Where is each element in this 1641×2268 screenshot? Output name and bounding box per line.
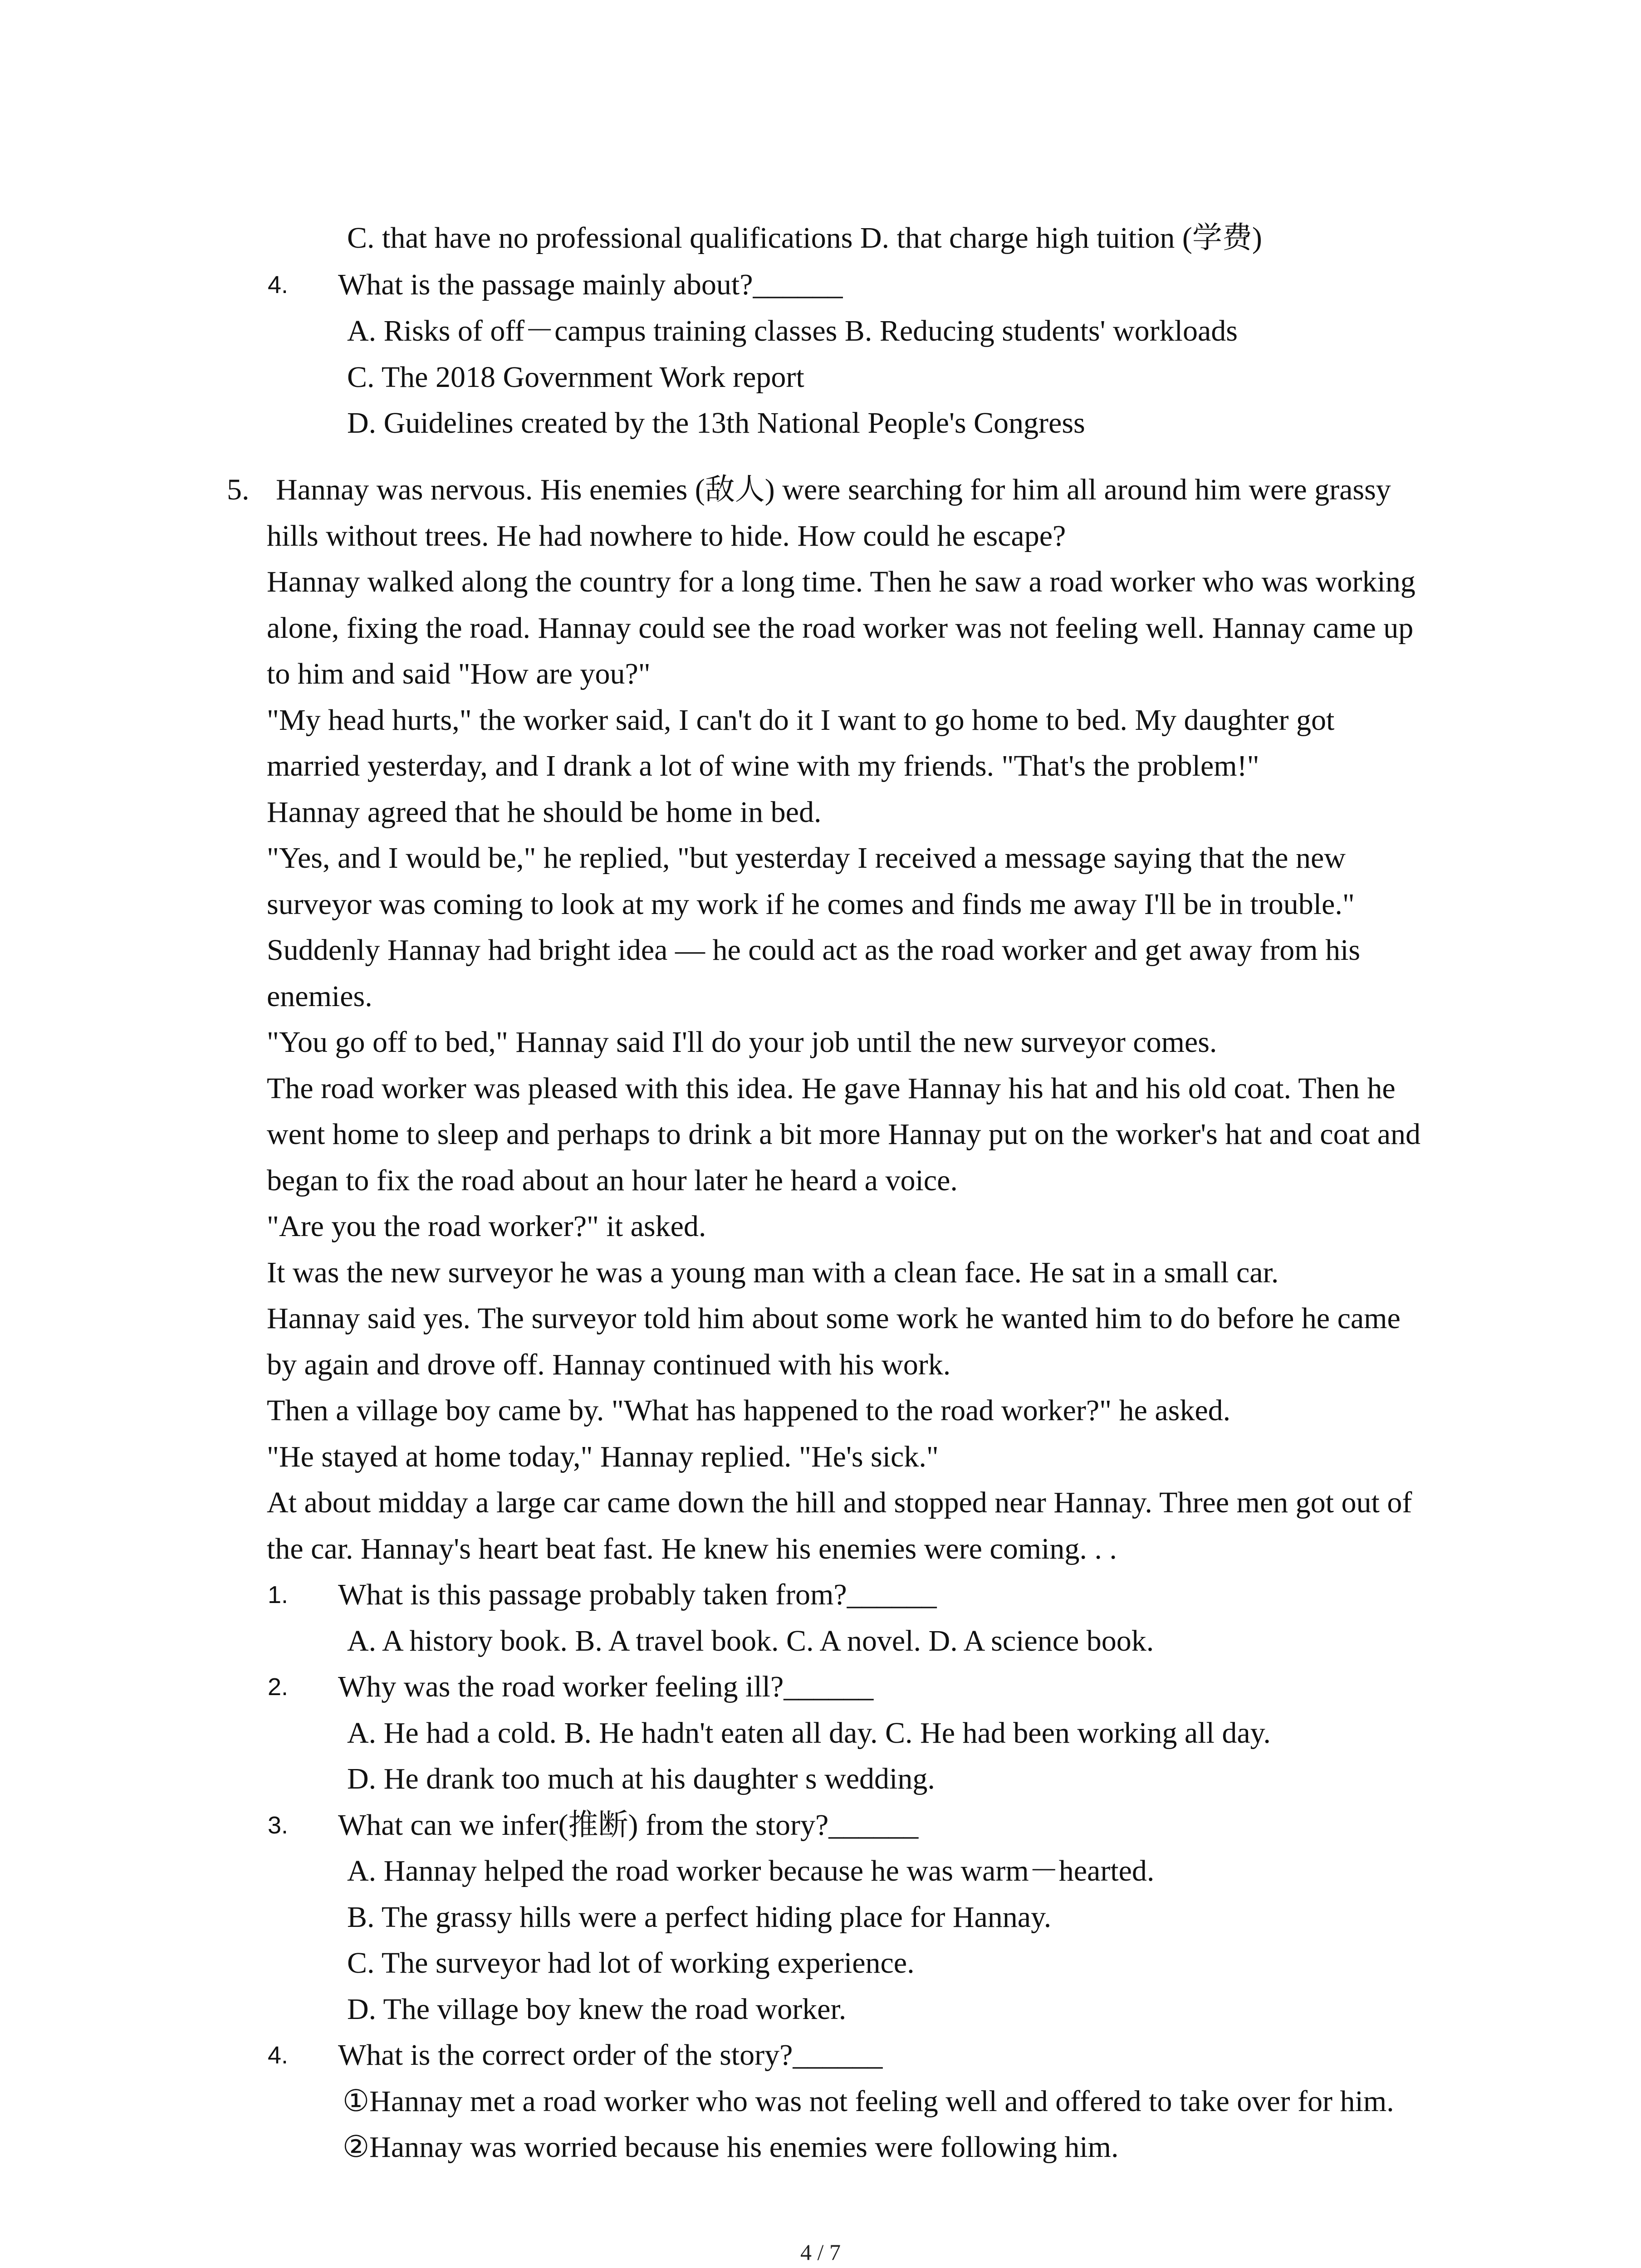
passage-line: Hannay was nervous. His enemies (敌人) were searching for him all around him were grassy [276, 473, 1391, 506]
passage-line: "He stayed at home today," Hannay replied. "He's sick." [267, 1440, 939, 1473]
passage-line: surveyor was coming to look at my work if he comes and finds me away I'll be in trouble." [267, 888, 1355, 921]
question-2-options-abc: A. He had a cold. B. He hadn't eaten all day. C. He had been working all day. [347, 1716, 1271, 1750]
question-4-event-2: ②Hannay was worried because his enemies were following him. [343, 2131, 1119, 2164]
passage-line: "My head hurts," the worker said, I can't do it I want to go home to bed. My daughter got [267, 704, 1335, 737]
passage-line: Hannay walked along the country for a long time. Then he saw a road worker who was working [267, 565, 1416, 598]
passage-line: enemies. [267, 980, 372, 1013]
passage-line: "Yes, and I would be," he replied, "but yesterday I received a message saying that the new [267, 841, 1346, 875]
question-3-number: 3. [268, 1812, 289, 1839]
passage-line: went home to sleep and perhaps to drink a bit more Hannay put on the worker's hat and coat and [267, 1118, 1421, 1151]
question-3-stem: What can we infer(推断) from the story?______ [338, 1809, 919, 1842]
passage-line: "Are you the road worker?" it asked. [267, 1210, 706, 1243]
question-3-option-a: A. Hannay helped the road worker because he was warm－hearted. [347, 1854, 1155, 1887]
passage-line: Then a village boy came by. "What has happened to the road worker?" he asked. [267, 1394, 1231, 1427]
passage-line: married yesterday, and I drank a lot of wine with my friends. "That's the problem!" [267, 749, 1259, 782]
question-3-option-b: B. The grassy hills were a perfect hiding place for Hannay. [347, 1901, 1052, 1934]
passage-line: It was the new surveyor he was a young man with a clean face. He sat in a small car. [267, 1256, 1279, 1289]
page-number: 4 / 7 [800, 2239, 841, 2265]
question-3-option-d: D. The village boy knew the road worker. [347, 1993, 847, 2026]
passage-line: At about midday a large car came down the hill and stopped near Hannay. Three men got out of [267, 1486, 1412, 1519]
passage-line: Hannay agreed that he should be home in bed. [267, 796, 822, 829]
question-1-stem: What is this passage probably taken from?______ [338, 1578, 937, 1611]
question-4-event-1: ①Hannay met a road worker who was not feeling well and offered to take over for him. [343, 2085, 1394, 2118]
prev-q4-number: 4. [268, 271, 289, 298]
question-4-stem: What is the correct order of the story?______ [338, 2038, 883, 2072]
passage-line: by again and drove off. Hannay continued with his work. [267, 1348, 951, 1381]
passage-number: 5. [227, 473, 250, 506]
prev-q4-option-d: D. Guidelines created by the 13th National People's Congress [347, 406, 1085, 440]
question-1-number: 1. [268, 1581, 289, 1608]
passage-line: alone, fixing the road. Hannay could see the road worker was not feeling well. Hannay came up [267, 611, 1414, 645]
question-2-option-d: D. He drank too much at his daughter s wedding. [347, 1762, 935, 1795]
passage-line: to him and said "How are you?" [267, 657, 651, 690]
passage-line: the car. Hannay's heart beat fast. He knew his enemies were coming. . . [267, 1532, 1117, 1565]
question-1-options: A. A history book. B. A travel book. C. A novel. D. A science book. [347, 1624, 1154, 1657]
passage-line: Hannay said yes. The surveyor told him about some work he wanted him to do before he came [267, 1302, 1401, 1335]
question-4-number: 4. [268, 2042, 289, 2069]
passage-line: Suddenly Hannay had bright idea — he could act as the road worker and get away from his [267, 934, 1361, 967]
passage-line: hills without trees. He had nowhere to hide. How could he escape? [267, 519, 1066, 552]
question-2-number: 2. [268, 1673, 289, 1701]
prev-q4-stem: What is the passage mainly about?______ [338, 268, 843, 301]
prev-q3-options-cd: C. that have no professional qualifications D. that charge high tuition (学费) [347, 221, 1262, 254]
passage-line: began to fix the road about an hour later he heard a voice. [267, 1164, 958, 1197]
prev-q4-option-ab: A. Risks of off－campus training classes B. Reducing students' workloads [347, 314, 1238, 347]
passage-line: The road worker was pleased with this idea. He gave Hannay his hat and his old coat. Then he [267, 1072, 1396, 1105]
prev-q4-option-c: C. The 2018 Government Work report [347, 361, 804, 394]
question-2-stem: Why was the road worker feeling ill?______ [338, 1670, 874, 1703]
question-3-option-c: C. The surveyor had lot of working experience. [347, 1946, 915, 1980]
passage-line: "You go off to bed," Hannay said I'll do your job until the new surveyor comes. [267, 1026, 1217, 1059]
